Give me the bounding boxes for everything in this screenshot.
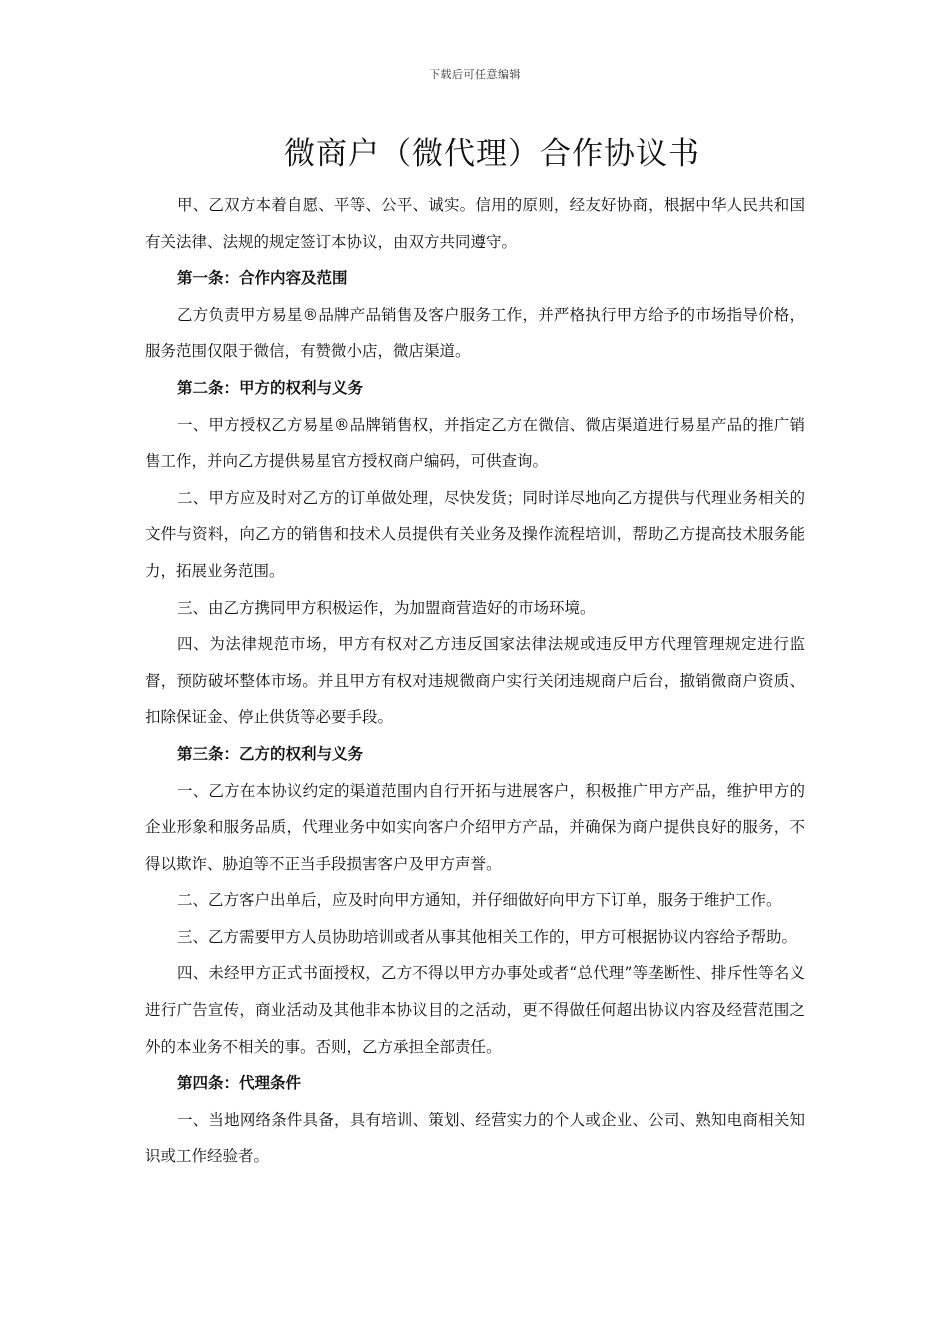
document-title: 微商户（微代理）合作协议书 (284, 136, 700, 172)
section-3-paragraph-2: 二、乙方客户出单后，应及时向甲方通知，并仔细做好向甲方下订单，服务于维护工作。 (177, 891, 782, 910)
intro-paragraph: 甲、乙双方本着自愿、平等、公平、诚实。信用的原则，经友好协商，根据中华人民共和国有关法律、法规的规定签订本协议，由双方共同遵守。 (145, 196, 805, 251)
section-1-paragraph-1: 乙方负责甲方易星®品牌产品销售及客户服务工作，并严格执行甲方给予的市场指导价格，服务范围仅限于微信，有赞微小店，微店渠道。 (145, 305, 805, 361)
section-3-paragraph-3: 三、乙方需要甲方人员协助培训或者从事其他相关工作的，甲方可根据协议内容给予帮助。 (177, 927, 798, 946)
section-3-paragraph-4: 四、未经甲方正式书面授权，乙方不得以甲方办事处或者“总代理”等垄断性、排斥性等名义进行广告宣传，商业活动及其他非本协议目的之活动，更不得做任何超出协议内容及经营范围之外的本业务不相关的事。否则，乙方承担全部责任。 (145, 964, 805, 1056)
document-body (145, 187, 805, 1175)
section-3-heading: 第三条：乙方的权利与义务 (177, 744, 364, 763)
section-2-paragraph-2: 二、甲方应及时对乙方的订单做处理，尽快发货；同时详尽地向乙方提供与代理业务相关的文件与资料，向乙方的销售和技术人员提供有关业务及操作流程培训，帮助乙方提高技术服务能力，拓展业务范围。 (145, 488, 805, 580)
section-3-paragraph-1: 一、乙方在本协议约定的渠道范围内自行开拓与进展客户，积极推广甲方产品，维护甲方的企业形象和服务品质，代理业务中如实向客户介绍甲方产品，并确保为商户提供良好的服务，不得以欺诈、胁迫等不正当手段损害客户及甲方声誉。 (145, 781, 805, 873)
section-2-paragraph-1: 一、甲方授权乙方易星®品牌销售权，并指定乙方在微信、微店渠道进行易星产品的推广销售工作，并向乙方提供易星官方授权商户编码，可供查询。 (145, 415, 805, 471)
header-note: 下载后可任意编辑 (429, 68, 521, 81)
section-2-paragraph-4: 四、为法律规范市场，甲方有权对乙方违反国家法律法规或违反甲方代理管理规定进行监督，预防破坏整体市场。并且甲方有权对违规微商户实行关闭违规商户后台，撤销微商户资质、扣除保证金、停止供货等必要手段。 (145, 635, 805, 727)
section-2-heading: 第二条：甲方的权利与义务 (177, 378, 364, 397)
section-1-heading: 第一条：合作内容及范围 (177, 269, 348, 288)
section-4-heading: 第四条：代理条件 (177, 1074, 302, 1093)
section-2-paragraph-3: 三、由乙方携同甲方积极运作，为加盟商营造好的市场环境。 (177, 598, 596, 617)
section-4-paragraph-1: 一、当地网络条件具备，具有培训、策划、经营实力的个人或企业、公司、熟知电商相关知识或工作经验者。 (145, 1110, 805, 1166)
